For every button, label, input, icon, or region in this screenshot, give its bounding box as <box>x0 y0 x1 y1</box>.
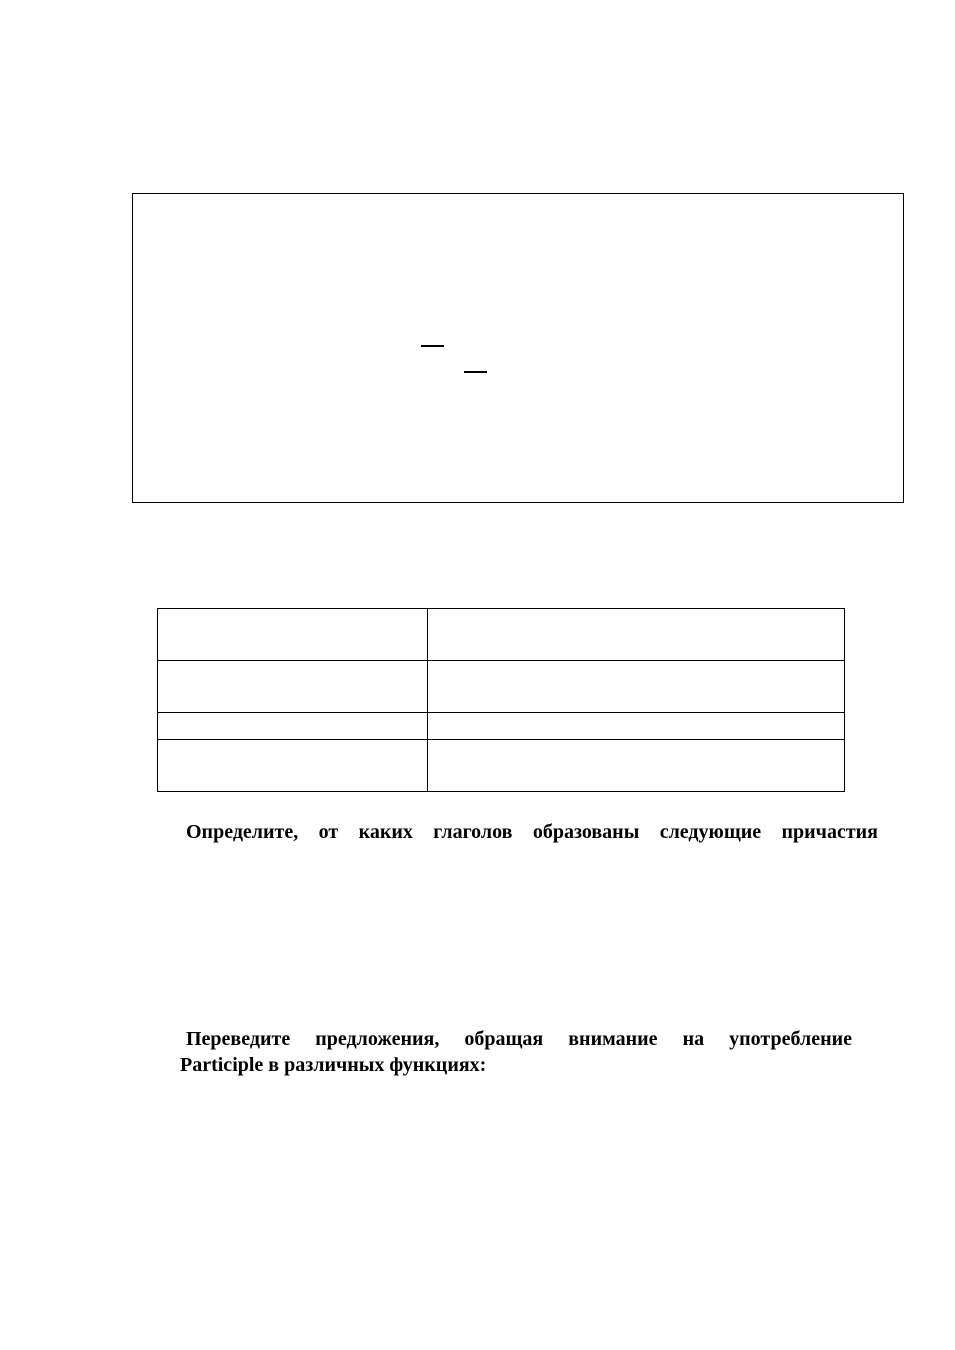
table-row <box>158 609 845 661</box>
table-row <box>158 740 845 792</box>
instruction-1: Определите, от каких глаголов образованы следующие причастия <box>186 821 878 843</box>
table-row <box>158 661 845 713</box>
bordered-frame <box>132 193 904 503</box>
table-cell <box>158 609 428 661</box>
table-cell <box>158 713 428 740</box>
table-row <box>158 713 845 740</box>
empty-table <box>157 608 845 792</box>
table-cell <box>158 740 428 792</box>
table-cell <box>428 609 845 661</box>
table-cell <box>428 661 845 713</box>
table-cell <box>158 661 428 713</box>
instruction-2-line-2: Participle в различных функциях: <box>180 1054 487 1076</box>
dash-mark <box>421 345 444 347</box>
dash-mark <box>464 371 487 373</box>
table-cell <box>428 713 845 740</box>
table-cell <box>428 740 845 792</box>
instruction-2-line-1: Переведите предложения, обращая внимание на употребление <box>186 1028 852 1050</box>
